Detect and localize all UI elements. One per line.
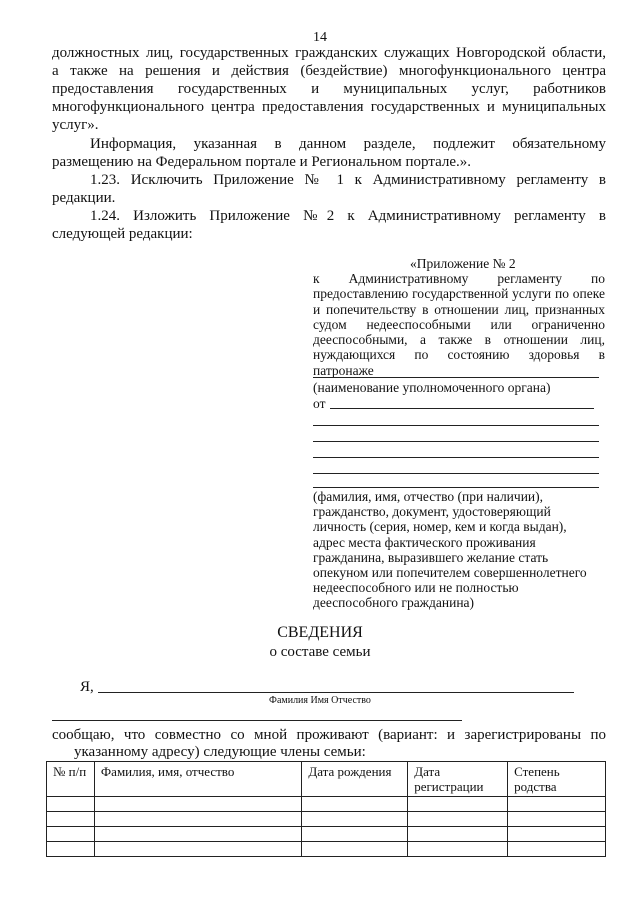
text-line: а также на решения и действия (бездействие) многофункционального центра (52, 63, 606, 79)
family-table (46, 761, 606, 857)
applicant-line (313, 425, 599, 426)
name-caption: Фамилия Имя Отчество (269, 695, 371, 706)
full-name-line (98, 692, 574, 693)
text-line: Информация, указанная в данном разделе, подлежит обязательному (90, 136, 606, 152)
appendix-title: «Приложение № 2 (410, 256, 516, 271)
text-line: предоставления государственных и муниципальных услуг, работников (52, 81, 606, 97)
applicant-caption (313, 489, 605, 611)
col-header-registration-date: Дата регистрации (408, 762, 508, 797)
text-line: редакции. (52, 190, 116, 206)
paragraph-complaints (52, 44, 606, 134)
text-line: гражданство, документ, удостоверяющий (313, 504, 551, 520)
form-subtitle: о составе семьи (269, 644, 371, 660)
applicant-line (313, 441, 599, 442)
organ-caption: (наименование уполномоченного органа) (313, 380, 551, 395)
text-line: размещению на Федеральном портале и Региональном портале.». (52, 154, 472, 170)
applicant-line (313, 473, 599, 474)
text-line: личность (серия, номер, кем и когда выдан), (313, 519, 567, 535)
text-line: недееспособного или не полностью (313, 580, 519, 596)
text-line: гражданина, выразившего желание стать (313, 549, 549, 565)
text-line: дееспособного гражданина) (313, 595, 475, 611)
text-line: и попечительству в отношении лиц, признанных (313, 301, 605, 317)
col-header-relationship: Степень родства (508, 762, 606, 797)
text-line: следующей редакции: (52, 226, 193, 242)
applicant-line (313, 457, 599, 458)
table-row (47, 842, 606, 857)
text-line: нуждающихся по состоянию здоровья в патронаже (313, 347, 605, 378)
text-line: 1.24. Изложить Приложение №2 к Административному регламенту в (90, 208, 606, 224)
text-line: адрес места фактического проживания (313, 534, 536, 550)
text-line: к Административному регламенту по (313, 271, 605, 286)
i-label: Я, (80, 679, 94, 695)
text-line: опекуном или попечителем совершеннолетнего (313, 565, 587, 581)
from-line (330, 408, 594, 409)
text-line: судом недееспособными или ограниченно (313, 316, 605, 332)
text-line: услуг». (52, 117, 99, 133)
text-line: должностных лиц, государственных гражданских служащих Новгородской области, (52, 45, 606, 61)
text-line: (фамилия, имя, отчество (при наличии), (313, 489, 544, 504)
table-row (47, 827, 606, 842)
col-header-name: Фамилия, имя, отчество (94, 762, 301, 797)
table-row (47, 797, 606, 812)
organ-name-line (313, 377, 599, 378)
text-line: указанному адресу) следующие члены семьи: (74, 744, 366, 760)
paragraph-item-1-23 (52, 171, 606, 207)
text-line: дееспособными, а также в отношении лиц, (313, 332, 605, 348)
paragraph-item-1-24 (52, 207, 606, 243)
table-row (47, 812, 606, 827)
full-name-line-2 (52, 720, 462, 721)
declaration (52, 727, 606, 761)
text-line: предоставлению государственной услуги по опеке (313, 286, 605, 302)
col-header-birth-date: Дата рождения (302, 762, 408, 797)
text-line: 1.23. Исключить Приложение № 1 к Административному регламенту в (90, 172, 606, 188)
paragraph-information (52, 135, 606, 171)
page-number: 14 (313, 30, 327, 45)
text-line: многофункционального центра предоставления государственных и муниципальных (52, 99, 606, 115)
text-line: сообщаю, что совместно со мной проживают (вариант: и зарегистрированы по (52, 727, 606, 743)
col-header-number: № п/п (47, 762, 95, 797)
from-label: от (313, 396, 326, 411)
table-header-row (47, 762, 606, 797)
form-title: СВЕДЕНИЯ (277, 624, 363, 641)
appendix-header (313, 271, 605, 378)
applicant-line (313, 487, 599, 488)
